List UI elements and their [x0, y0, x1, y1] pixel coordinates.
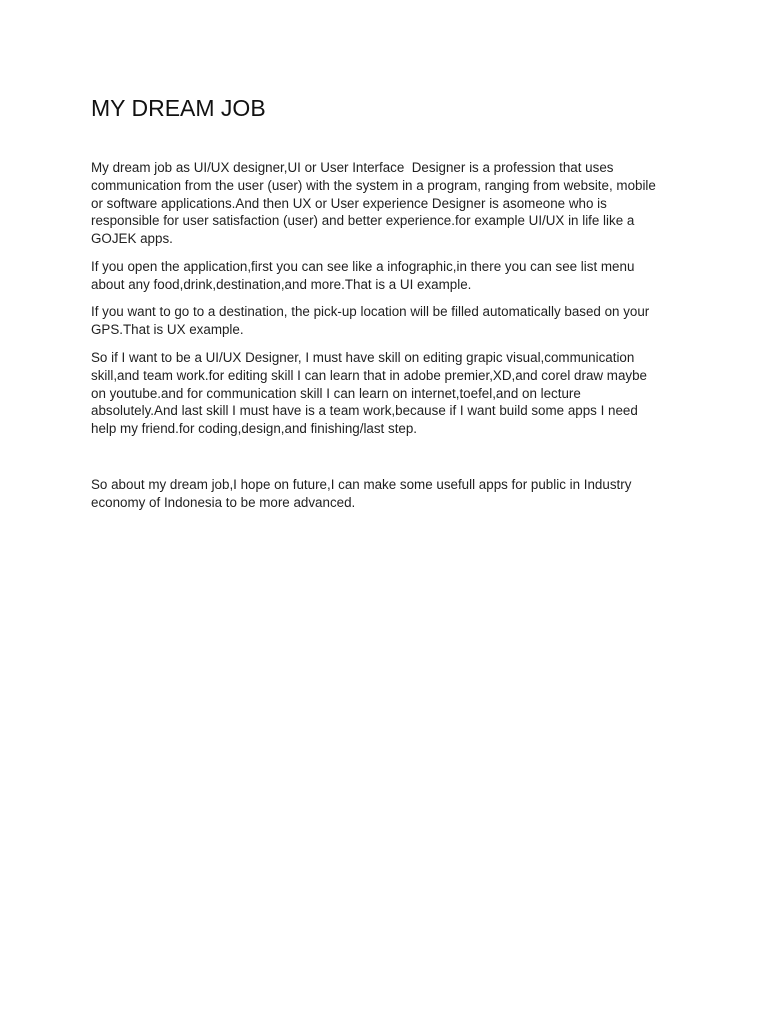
page-title: MY DREAM JOB [91, 95, 266, 121]
paragraph-line: If you open the application,first you can see like a infographic,in there you can see list menu [91, 259, 635, 274]
paragraph-skills [91, 349, 647, 438]
paragraph-line: absolutely.And last skill I must have is a team work,because if I want build some apps I need [91, 403, 638, 419]
paragraph-line: on youtube.and for communication skill I can learn on internet,toefel,and on lecture [91, 385, 581, 401]
paragraph-line: help my friend.for coding,design,and finishing/last step. [91, 421, 418, 437]
paragraph-ui-example [91, 258, 634, 294]
paragraph-line: So about my dream job,I hope on future,I can make some usefull apps for public in Industry [91, 477, 632, 492]
paragraph-line: skill,and team work.for editing skill I can learn that in adobe premier,XD,and corel draw maybe [91, 367, 647, 383]
paragraph-line: GOJEK apps. [91, 231, 173, 247]
paragraph-line: GPS.That is UX example. [91, 321, 244, 337]
paragraph-intro [91, 159, 656, 248]
paragraph-line: or software applications.And then UX or User experience Designer is asomeone who is [91, 195, 607, 211]
paragraph-line: economy of Indonesia to be more advanced. [91, 494, 356, 510]
paragraph-line: responsible for user satisfaction (user) and better experience.for example UI/UX in life like a [91, 213, 635, 229]
paragraph-conclusion [91, 476, 631, 512]
paragraph-line: about any food,drink,destination,and more.That is a UI example. [91, 276, 472, 292]
paragraph-line: If you want to go to a destination, the pick-up location will be filled automatically based on your [91, 304, 650, 319]
paragraph-line: My dream job as UI/UX designer,UI or User Interface Designer is a profession that uses [91, 160, 614, 175]
paragraph-ux-example [91, 303, 649, 339]
paragraph-line: communication from the user (user) with the system in a program, ranging from website, mobile [91, 177, 656, 193]
paragraph-line: So if I want to be a UI/UX Designer, I must have skill on editing grapic visual,communication [91, 350, 635, 365]
